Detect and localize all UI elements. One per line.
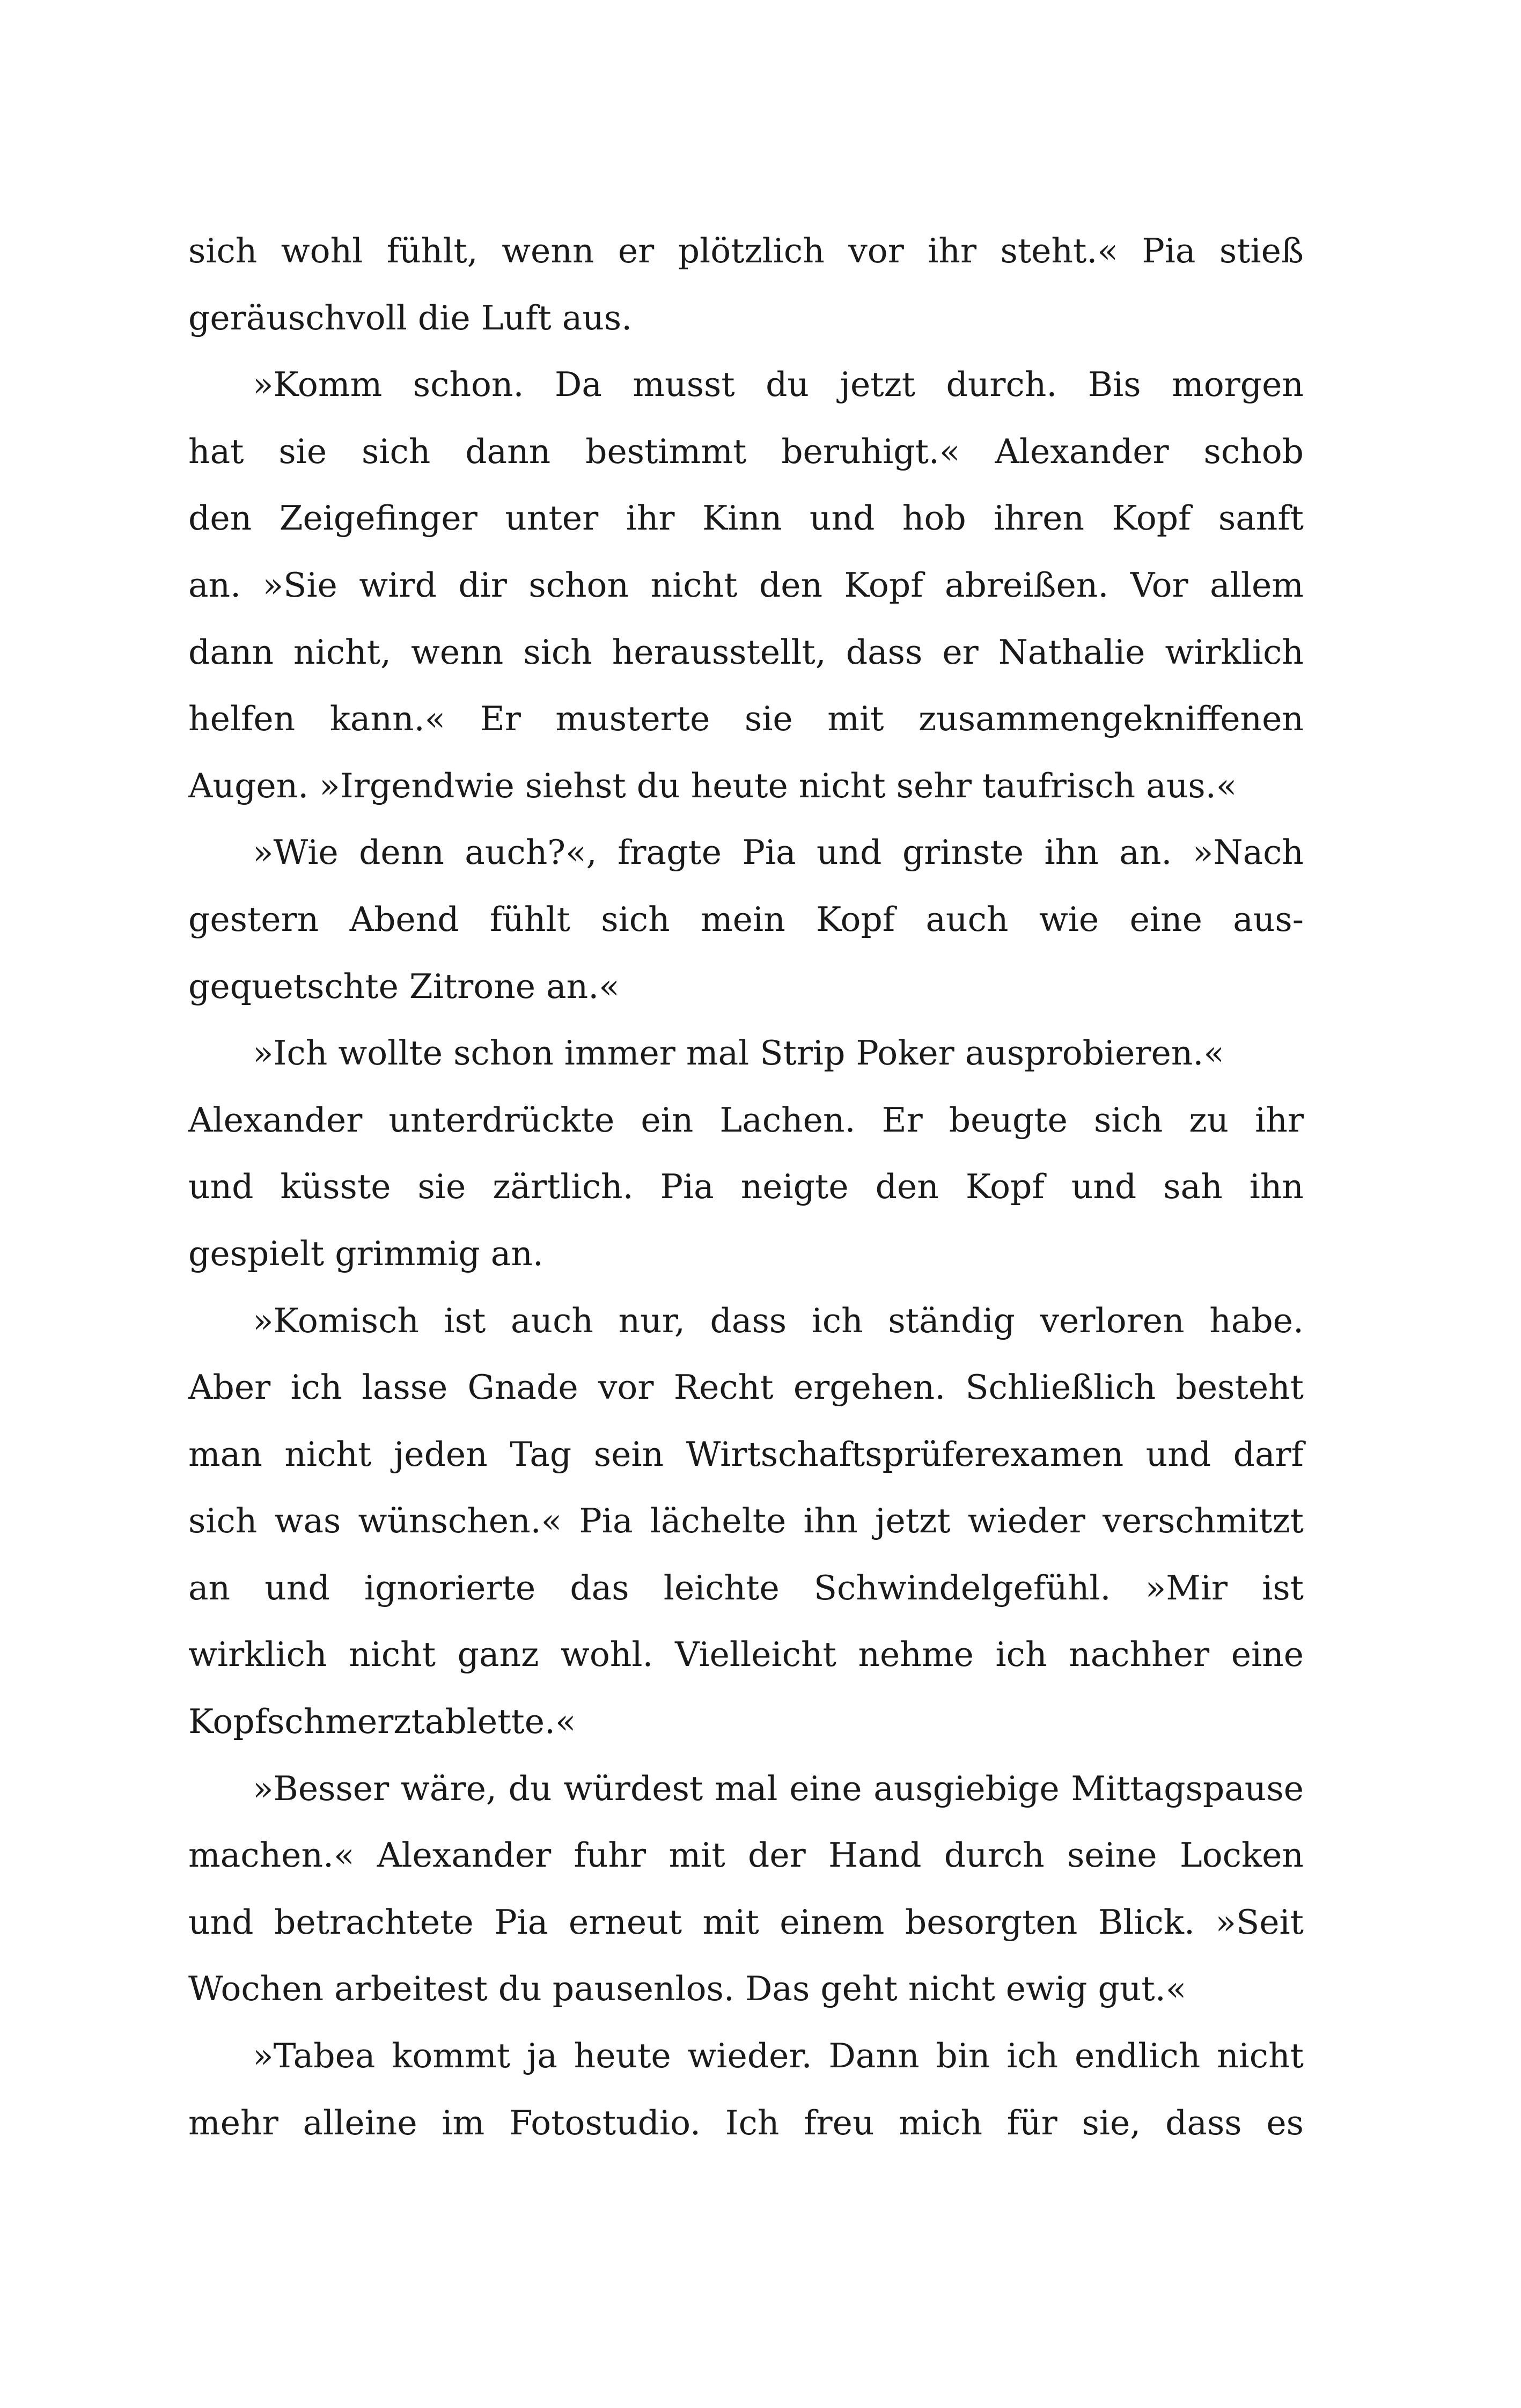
text-line: Augen. »Irgendwie siehst du heute nicht sehr taufrisch aus.«: [188, 766, 1237, 805]
text-line: gequetschte Zitrone an.«: [188, 966, 620, 1006]
text-line: »Komm schon. Da musst du jetzt durch. Bis morgen: [253, 365, 1304, 405]
text-line: Wochen arbeitest du pausenlos. Das geht nicht ewig gut.«: [188, 1969, 1187, 2009]
text-line: dann nicht, wenn sich herausstellt, dass er Nathalie wirklich: [188, 632, 1304, 672]
text-line: an. »Sie wird dir schon nicht den Kopf abreißen. Vor allem: [188, 565, 1304, 605]
text-line: machen.« Alexander fuhr mit der Hand durch seine Locken: [188, 1836, 1304, 1875]
text-line: an und ignorierte das leichte Schwindelgefühl. »Mir ist: [188, 1568, 1304, 1607]
text-line: Alexander unterdrückte ein Lachen. Er beugte sich zu ihr: [188, 1100, 1304, 1140]
text-line: hat sie sich dann bestimmt beruhigt.« Alexander schob: [188, 431, 1304, 471]
text-line: gestern Abend fühlt sich mein Kopf auch wie eine aus-: [188, 899, 1304, 939]
text-line: »Komisch ist auch nur, dass ich ständig verloren habe.: [253, 1301, 1304, 1340]
text-line: »Tabea kommt ja heute wieder. Dann bin ich endlich nicht: [253, 2036, 1304, 2076]
text-line: Kopfschmerztablette.«: [188, 1702, 576, 1742]
text-line: »Wie denn auch?«, fragte Pia und grinste ihn an. »Nach: [253, 833, 1304, 872]
text-line: gespielt grimmig an.: [188, 1234, 543, 1273]
text-line: sich wohl fühlt, wenn er plötzlich vor ihr steht.« Pia stieß: [188, 231, 1304, 270]
text-line: geräuschvoll die Luft aus.: [188, 298, 633, 337]
text-line: sich was wünschen.« Pia lächelte ihn jetzt wieder verschmitzt: [188, 1501, 1304, 1541]
text-line: und betrachtete Pia erneut mit einem besorgten Blick. »Seit: [188, 1902, 1304, 1942]
text-line: »Besser wäre, du würdest mal eine ausgiebige Mittagspause: [253, 1768, 1304, 1808]
text-line: man nicht jeden Tag sein Wirtschaftsprüferexamen und darf: [188, 1434, 1304, 1474]
text-line: Aber ich lasse Gnade vor Recht ergehen. Schließlich besteht: [188, 1368, 1304, 1407]
text-line: wirklich nicht ganz wohl. Vielleicht nehme ich nachher eine: [188, 1635, 1304, 1675]
text-line: helfen kann.« Er musterte sie mit zusammengekniffenen: [188, 699, 1304, 739]
text-line: den Zeigefinger unter ihr Kinn und hob ihren Kopf sanft: [188, 498, 1304, 538]
body-text: [188, 218, 1304, 2156]
text-line: und küsste sie zärtlich. Pia neigte den Kopf und sah ihn: [188, 1167, 1304, 1207]
text-line: mehr alleine im Fotostudio. Ich freu mich für sie, dass es: [188, 2103, 1304, 2142]
text-line: »Ich wollte schon immer mal Strip Poker ausprobieren.«: [253, 1033, 1224, 1073]
